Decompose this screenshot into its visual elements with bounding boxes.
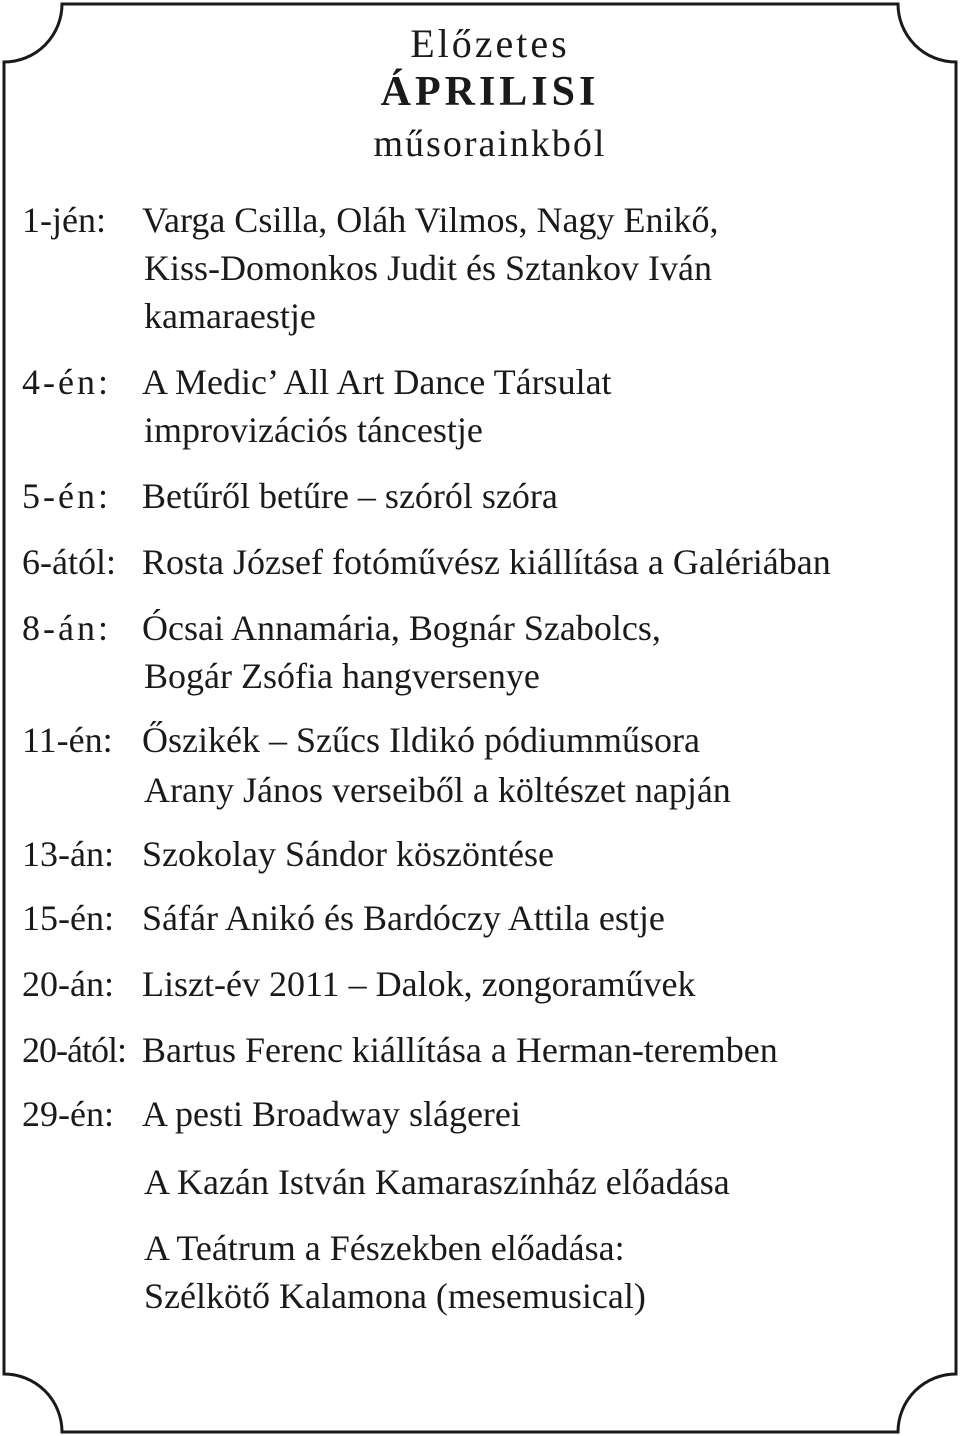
program-item	[22, 604, 661, 652]
program-date: 15-én:	[22, 898, 114, 938]
program-text: A Teátrum a Fészekben előadása:	[144, 1228, 625, 1268]
program-item	[22, 830, 554, 878]
program-text: Őszikék – Szűcs Ildikó pódiumműsora	[142, 720, 700, 760]
header-preliminary: Előzetes	[410, 21, 570, 66]
program-item	[22, 472, 558, 520]
program-item	[22, 1090, 521, 1138]
program-date: 11-én:	[22, 720, 113, 760]
program-item	[22, 960, 696, 1008]
program-date: 5-én:	[22, 476, 111, 516]
program-date: 4-én:	[22, 362, 111, 402]
header-month: ÁPRILISI	[380, 69, 600, 115]
program-text: A Kazán István Kamaraszínház előadása	[144, 1162, 730, 1202]
program-date: 29-én:	[22, 1094, 114, 1134]
program-text: Sáfár Anikó és Bardóczy Attila estje	[142, 898, 665, 938]
program-text: Liszt-év 2011 – Dalok, zongoraművek	[142, 964, 696, 1004]
program-date: 20-ától:	[22, 1030, 126, 1070]
program-text: improvizációs táncestje	[144, 410, 483, 450]
program-text: A Medic’ All Art Dance Társulat	[142, 362, 612, 402]
program-item	[22, 716, 700, 764]
program-date: 20-án:	[22, 964, 114, 1004]
program-item	[22, 358, 612, 406]
program-date: 8-án:	[22, 608, 111, 648]
header-programs: műsorainkból	[373, 123, 607, 165]
program-text: Kiss-Domonkos Judit és Sztankov Iván	[144, 248, 712, 288]
program-date: 13-án:	[22, 834, 114, 874]
program-text: Varga Csilla, Oláh Vilmos, Nagy Enikő,	[142, 200, 719, 240]
program-item	[22, 1026, 778, 1074]
program-item	[22, 894, 665, 942]
program-date: 1-jén:	[22, 200, 106, 240]
program-text: Ócsai Annamária, Bognár Szabolcs,	[142, 608, 661, 648]
program-text: A pesti Broadway slágerei	[142, 1094, 521, 1134]
program-text: Bartus Ferenc kiállítása a Herman-teremben	[142, 1030, 778, 1070]
program-text: kamaraestje	[144, 296, 316, 336]
program-text: Bogár Zsófia hangversenye	[144, 656, 540, 696]
program-item	[22, 538, 831, 586]
program-text: Betűről betűre – szóról szóra	[142, 476, 558, 516]
program-text: Rosta József fotóművész kiállítása a Galériában	[142, 542, 831, 582]
program-text: Szokolay Sándor köszöntése	[142, 834, 554, 874]
program-text: Arany János verseiből a költészet napján	[144, 770, 731, 810]
program-item	[22, 196, 718, 244]
program-date: 6-ától:	[22, 542, 116, 582]
program-text: Szélkötő Kalamona (mesemusical)	[144, 1276, 646, 1316]
